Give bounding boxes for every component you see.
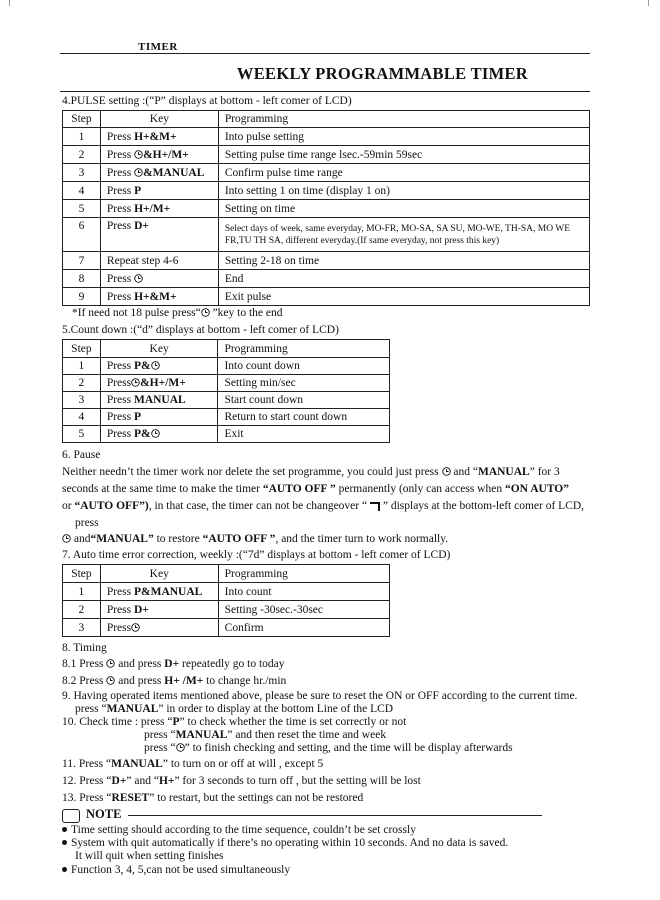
key-bold: &MANUAL bbox=[143, 166, 205, 179]
key-cell bbox=[100, 392, 218, 409]
sec6-bold: MANUAL bbox=[477, 466, 530, 478]
clock-icon bbox=[201, 308, 210, 317]
sec8-1 bbox=[62, 657, 285, 672]
table-row bbox=[63, 218, 590, 252]
key-bold: &H+/M+ bbox=[143, 148, 189, 161]
prog-cell: Start count down bbox=[218, 392, 390, 409]
clock-icon bbox=[134, 150, 143, 159]
table-row bbox=[63, 375, 390, 392]
sec13-bold: RESET bbox=[111, 792, 150, 804]
key-text: Press bbox=[106, 360, 134, 372]
step-cell: 5 bbox=[63, 200, 101, 218]
sec6-text: seconds at the same time to make the timer bbox=[62, 483, 263, 495]
key-cell bbox=[100, 583, 218, 601]
sec8-text: and press bbox=[115, 658, 165, 670]
key-cell bbox=[100, 409, 218, 426]
sec8-text: to change hr./min bbox=[203, 675, 287, 687]
bullet-icon bbox=[62, 867, 67, 872]
sec9-text: press “ bbox=[75, 703, 107, 715]
table-header-row bbox=[63, 565, 390, 583]
key-cell bbox=[100, 358, 218, 375]
key-cell bbox=[100, 218, 218, 252]
sec6-text: ” displays at the bottom-left comer of LCD, bbox=[379, 500, 585, 512]
key-text: Press bbox=[106, 585, 134, 598]
note-box-icon bbox=[62, 809, 80, 823]
sec12-text: ” and “ bbox=[126, 775, 159, 787]
sec5-heading: 5.Count down :(“d” displays at bottom - left comer of LCD) bbox=[62, 324, 339, 336]
key-bold: H+&M+ bbox=[134, 130, 177, 143]
col-programming: Programming bbox=[218, 111, 589, 128]
key-cell bbox=[100, 164, 218, 182]
key-cell bbox=[100, 601, 218, 619]
sec9-text: ” in order to display at the bottom Line of the LCD bbox=[158, 703, 394, 715]
sec6-bold: “MANUAL” bbox=[90, 533, 154, 545]
sec6-line1 bbox=[62, 465, 560, 480]
key-bold: P bbox=[134, 184, 142, 197]
sec10-text: press “ bbox=[144, 742, 176, 754]
title-rule bbox=[60, 91, 590, 92]
sec8-bold: D+ bbox=[164, 658, 180, 670]
key-cell bbox=[100, 375, 218, 392]
sec11 bbox=[62, 757, 323, 772]
step-cell: 8 bbox=[63, 270, 101, 288]
note-item-cont: It will quit when setting finishes bbox=[75, 850, 224, 862]
key-bold: P&MANUAL bbox=[133, 585, 203, 598]
table-row bbox=[63, 601, 390, 619]
prog-cell: End bbox=[218, 270, 589, 288]
key-text: Press bbox=[106, 290, 135, 303]
sec6-text: Neither needn’t the timer work nor delete the set programme, you could just press bbox=[62, 466, 442, 478]
table-row bbox=[63, 409, 390, 426]
col-step: Step bbox=[63, 340, 101, 358]
sec8-text: 8.1 Press bbox=[62, 658, 107, 670]
note-label: NOTE bbox=[86, 807, 122, 821]
key-bold: P& bbox=[133, 360, 151, 372]
sec8-heading: 8. Timing bbox=[62, 642, 107, 654]
prog-cell: Into count bbox=[218, 583, 389, 601]
sec6-bold: “AUTO OFF ” bbox=[262, 483, 336, 495]
header-rule bbox=[60, 53, 590, 54]
sec11-text: ” to turn on or off at will , except 5 bbox=[162, 758, 324, 770]
sec12-text: 12. Press “ bbox=[62, 775, 112, 787]
clock-icon bbox=[62, 534, 71, 543]
sec8-text: repeatedly go to today bbox=[179, 658, 285, 670]
key-text: Press bbox=[106, 272, 135, 285]
key-cell bbox=[100, 128, 218, 146]
col-step: Step bbox=[63, 111, 101, 128]
prog-cell: Return to start count down bbox=[218, 409, 390, 426]
key-text: Press bbox=[106, 621, 132, 634]
lcd-symbol-icon bbox=[370, 502, 380, 511]
table-row bbox=[63, 392, 390, 409]
step-cell: 1 bbox=[63, 128, 101, 146]
sec10-text: ” to finish checking and setting, and the time will be display afterwards bbox=[184, 742, 513, 754]
sec6-text: , in that case, the timer can not be changeover “ bbox=[148, 500, 370, 512]
footnote-text-end: ”key to the end bbox=[209, 307, 283, 319]
sec11-bold: MANUAL bbox=[111, 758, 163, 770]
sec12-bold: H+ bbox=[158, 775, 175, 787]
col-programming: Programming bbox=[218, 565, 389, 583]
sec6-bold: “AUTO OFF”) bbox=[74, 500, 149, 512]
sec9-line1: 9. Having operated items mentioned above, please be sure to reset the ON or OFF according to the current time. bbox=[62, 690, 578, 702]
col-programming: Programming bbox=[218, 340, 390, 358]
step-cell: 5 bbox=[63, 426, 101, 443]
bullet-icon bbox=[62, 827, 67, 832]
prog-cell: Into pulse setting bbox=[218, 128, 589, 146]
sec6-heading: 6. Pause bbox=[62, 449, 101, 461]
prog-cell: Into setting 1 on time (display 1 on) bbox=[218, 182, 589, 200]
note-text: Function 3, 4, 5,can not be used simultaneously bbox=[71, 864, 291, 876]
prog-cell: Setting on time bbox=[218, 200, 589, 218]
prog-cell: Exit bbox=[218, 426, 390, 443]
sec6-text: permanently (only can access when bbox=[335, 483, 505, 495]
sec4-heading: 4.PULSE setting :(“P” displays at bottom - left comer of LCD) bbox=[62, 95, 352, 107]
key-bold: H+/M+ bbox=[134, 202, 171, 215]
sec6-text: to restore bbox=[153, 533, 203, 545]
sec10-line3 bbox=[144, 741, 513, 756]
step-cell: 6 bbox=[63, 218, 101, 252]
sec4-footnote bbox=[72, 306, 283, 321]
prog-cell: Setting 2-18 on time bbox=[218, 252, 589, 270]
clock-icon bbox=[151, 429, 160, 438]
key-text: Press bbox=[106, 184, 135, 197]
table-row bbox=[63, 182, 590, 200]
prog-cell: Setting -30sec.-30sec bbox=[218, 601, 389, 619]
sec6-line4: press bbox=[75, 517, 99, 529]
table-header-row bbox=[63, 111, 590, 128]
sec8-text: and press bbox=[115, 675, 165, 687]
key-cell bbox=[100, 288, 218, 306]
sec10-bold: P bbox=[172, 716, 180, 728]
key-cell bbox=[100, 146, 218, 164]
clock-icon bbox=[176, 743, 185, 752]
sec8-text: 8.2 Press bbox=[62, 675, 107, 687]
table-row bbox=[63, 128, 590, 146]
clock-icon bbox=[131, 623, 140, 632]
key-cell bbox=[100, 619, 218, 637]
key-text: Press bbox=[106, 202, 135, 215]
note-text: Time setting should according to the time sequence, couldn’t be set crossly bbox=[71, 824, 416, 836]
table-row bbox=[63, 288, 590, 306]
table-row bbox=[63, 358, 390, 375]
sec13 bbox=[62, 791, 363, 806]
col-key: Key bbox=[100, 565, 218, 583]
sec6-line2 bbox=[62, 482, 569, 497]
key-bold: D+ bbox=[133, 603, 149, 616]
prog-cell: Setting pulse time range lsec.-59min 59sec bbox=[218, 146, 589, 164]
key-text: Press bbox=[106, 603, 134, 616]
correction-table bbox=[62, 564, 390, 637]
prog-cell: Setting min/sec bbox=[218, 375, 390, 392]
header-label: TIMER bbox=[138, 41, 178, 53]
table-row bbox=[63, 252, 590, 270]
table-row bbox=[63, 200, 590, 218]
sec6-line3 bbox=[62, 499, 584, 514]
table-row bbox=[63, 619, 390, 637]
table-row bbox=[63, 270, 590, 288]
sec6-text: and “ bbox=[450, 466, 478, 478]
bullet-icon bbox=[62, 840, 67, 845]
sec6-bold: “AUTO OFF ” bbox=[202, 533, 276, 545]
countdown-table bbox=[62, 339, 390, 443]
clock-icon bbox=[131, 378, 140, 387]
note-item bbox=[62, 863, 290, 878]
sec10-bold: MANUAL bbox=[175, 729, 228, 741]
sec6-bold: “ON AUTO” bbox=[504, 483, 569, 495]
key-cell bbox=[100, 200, 218, 218]
clock-icon bbox=[134, 274, 143, 283]
col-step: Step bbox=[63, 565, 101, 583]
key-text: Press bbox=[106, 411, 134, 423]
sec10-text: press “ bbox=[144, 729, 176, 741]
step-cell: 1 bbox=[63, 583, 101, 601]
sec13-text: ” to restart, but the settings can not be restored bbox=[149, 792, 364, 804]
key-cell bbox=[100, 426, 218, 443]
page-edge-tick bbox=[9, 0, 10, 6]
prog-cell: Exit pulse bbox=[218, 288, 589, 306]
sec6-text: and bbox=[71, 533, 91, 545]
key-bold: P bbox=[133, 411, 141, 423]
note-text: System with quit automatically if there’s no operating within 10 seconds. And no data is saved. bbox=[71, 837, 509, 849]
sec10-text: ” and then reset the time and week bbox=[227, 729, 387, 741]
key-text: Press bbox=[106, 394, 134, 406]
step-cell: 2 bbox=[63, 146, 101, 164]
key-text: Press bbox=[106, 166, 135, 179]
sec12-bold: D+ bbox=[111, 775, 127, 787]
sec12 bbox=[62, 774, 421, 789]
sec9-bold: MANUAL bbox=[106, 703, 159, 715]
table-row bbox=[63, 164, 590, 182]
key-text: Press bbox=[106, 428, 134, 440]
step-cell: 4 bbox=[63, 182, 101, 200]
table-header-row bbox=[63, 340, 390, 358]
sec6-text: or bbox=[62, 500, 75, 512]
prog-cell: Confirm pulse time range bbox=[218, 164, 589, 182]
sec10-text: 10. Check time : press “ bbox=[62, 716, 173, 728]
table-row bbox=[63, 426, 390, 443]
step-cell: 7 bbox=[63, 252, 101, 270]
key-text: Press bbox=[106, 220, 135, 232]
footnote-text: *If need not 18 pulse press“ bbox=[72, 307, 201, 319]
key-cell bbox=[100, 270, 218, 288]
prog-cell: Into count down bbox=[218, 358, 390, 375]
step-cell: 2 bbox=[63, 375, 101, 392]
step-cell: 3 bbox=[63, 164, 101, 182]
key-text: Press bbox=[106, 377, 132, 389]
key-bold: MANUAL bbox=[133, 394, 186, 406]
sec11-text: 11. Press “ bbox=[62, 758, 112, 770]
sec6-text: ” for 3 bbox=[529, 466, 560, 478]
table-row bbox=[63, 146, 590, 164]
sec7-heading: 7. Auto time error correction, weekly :(“7d” displays at bottom - left comer of LCD) bbox=[62, 549, 451, 561]
key-bold: &H+/M+ bbox=[140, 377, 186, 389]
step-cell: 3 bbox=[63, 392, 101, 409]
prog-cell: Select days of week, same everyday, MO-FR, MO-SA, SA SU, MO-WE, TH-SA, MO WE FR,TU TH SA, different everyday.(If same everyday, not press this key) bbox=[218, 218, 589, 252]
sec10-text: ” to check whether the time is set correctly or not bbox=[179, 716, 407, 728]
key-text: Press bbox=[106, 130, 135, 143]
table-row bbox=[63, 583, 390, 601]
prog-cell: Confirm bbox=[218, 619, 389, 637]
clock-icon bbox=[442, 467, 451, 476]
sec12-text: ” for 3 seconds to turn off , but the setting will be lost bbox=[174, 775, 421, 787]
page-edge-tick bbox=[648, 0, 649, 6]
note-rule bbox=[128, 815, 542, 816]
clock-icon bbox=[134, 168, 143, 177]
step-cell: 9 bbox=[63, 288, 101, 306]
sec6-text: , and the timer turn to work normally. bbox=[275, 533, 449, 545]
step-cell: 3 bbox=[63, 619, 101, 637]
key-cell bbox=[100, 182, 218, 200]
key-bold: P& bbox=[133, 428, 151, 440]
key-text: Press bbox=[106, 148, 135, 161]
sec8-2 bbox=[62, 674, 286, 689]
key-bold: D+ bbox=[134, 220, 149, 232]
page-title: WEEKLY PROGRAMMABLE TIMER bbox=[236, 64, 528, 83]
pulse-table bbox=[62, 110, 590, 306]
step-cell: 2 bbox=[63, 601, 101, 619]
key-bold: H+&M+ bbox=[134, 290, 177, 303]
step-cell: 4 bbox=[63, 409, 101, 426]
col-key: Key bbox=[100, 111, 218, 128]
sec8-bold: H+ /M+ bbox=[164, 675, 204, 687]
key-cell: Repeat step 4-6 bbox=[100, 252, 218, 270]
sec6-line5 bbox=[62, 532, 448, 547]
sec13-text: 13. Press “ bbox=[62, 792, 112, 804]
step-cell: 1 bbox=[63, 358, 101, 375]
clock-icon bbox=[151, 361, 160, 370]
col-key: Key bbox=[100, 340, 218, 358]
